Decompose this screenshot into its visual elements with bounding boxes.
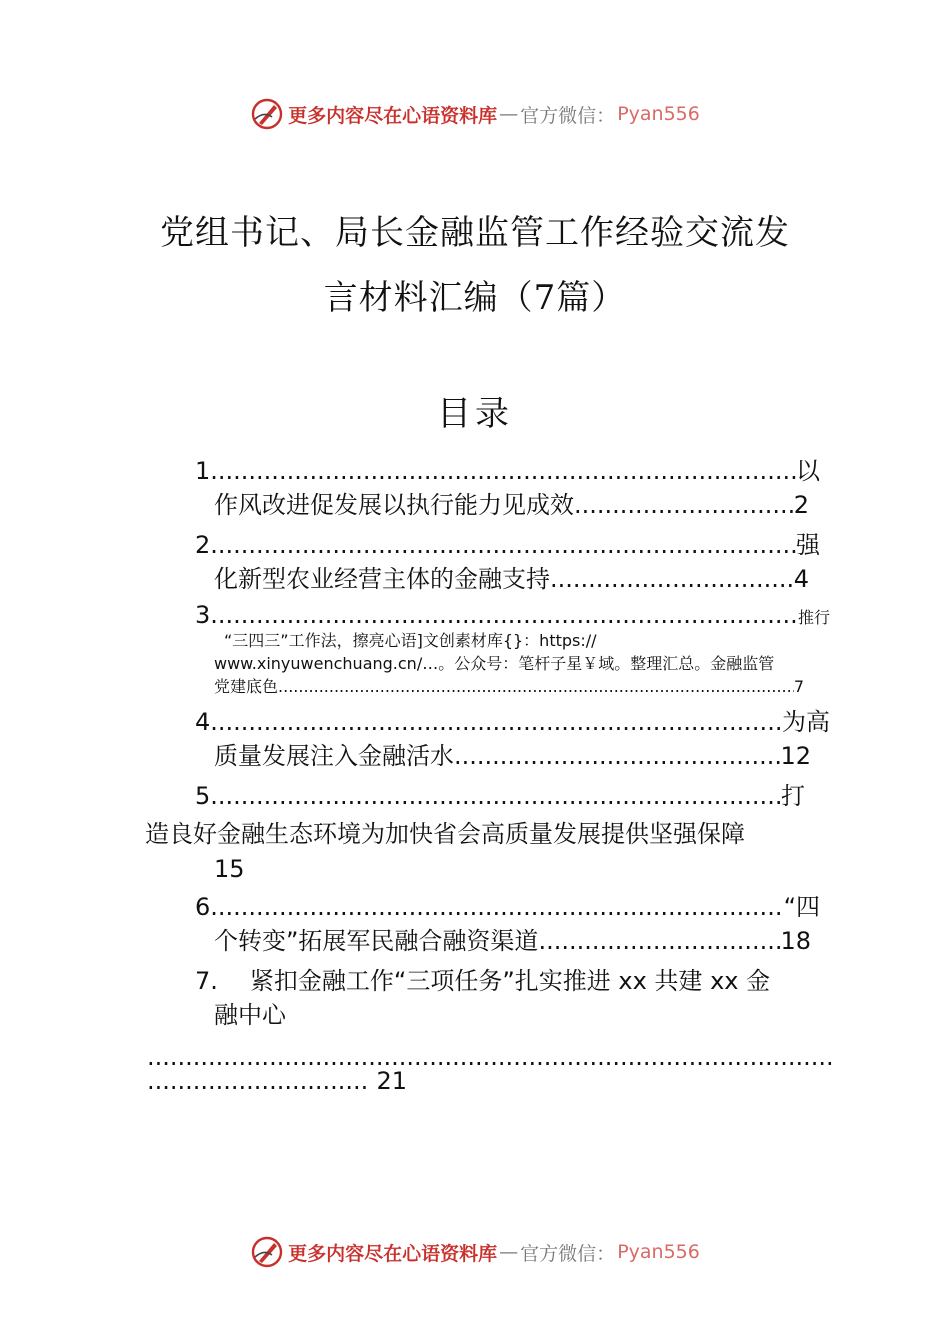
toc-entry-page: 18: [780, 927, 811, 955]
leader-dots: [454, 739, 780, 773]
toc-entry-number: 6.: [195, 893, 218, 921]
watermark-separator: —: [499, 103, 519, 125]
toc-entry-4-lead[interactable]: [195, 705, 830, 739]
toc-entry-6-lead[interactable]: [195, 890, 820, 924]
toc-entry-page: 12: [780, 742, 811, 770]
toc-entry-7-title[interactable]: 融中心: [214, 1001, 286, 1029]
toc-heading: 目录: [437, 394, 513, 434]
toc-entry-7-page-line: [147, 1064, 407, 1098]
toc-entry-5-page: 15: [214, 855, 245, 883]
leader-dots: [147, 1064, 370, 1098]
toc-entry-6-title[interactable]: [214, 924, 811, 958]
toc-entry-number: 3.: [195, 601, 218, 629]
toc-entry-7-lead[interactable]: [195, 964, 830, 998]
toc-entry-tail: “四: [783, 893, 820, 921]
toc-entry-text: 质量发展注入金融活水: [214, 742, 454, 770]
watermark-footer: [0, 1232, 950, 1272]
watermark-wechat-label: 官方微信：: [520, 104, 616, 127]
leader-dots: [218, 890, 784, 924]
toc-entry-text-line-1: 紧扣金融工作“三项任务”扎实推进 xx 共建 xx 金: [249, 967, 771, 995]
toc-entry-5-lead[interactable]: [195, 779, 805, 813]
watermark-wechat-id: Pyan556: [617, 1241, 700, 1263]
leader-dots: [538, 924, 780, 958]
document-title-line-1: 党组书记、局长金融监管工作经验交流发: [160, 213, 790, 253]
document-title-line-2: 言材料汇编（7篇）: [323, 278, 627, 318]
leader-dots: [574, 488, 794, 522]
leader-dots: [218, 779, 781, 813]
toc-entry-3-line-2: “三四三”工作法，擦亮心语]文创素材库{}：https://: [224, 631, 597, 650]
watermark-wechat-label: 官方微信：: [520, 1242, 616, 1265]
toc-entry-text: 化新型农业经营主体的金融支持: [214, 565, 550, 593]
watermark-header: [0, 94, 950, 134]
toc-entry-number: 2.: [195, 531, 218, 559]
toc-entry-1-title[interactable]: [214, 488, 809, 522]
toc-entry-tail: 为高: [782, 708, 830, 736]
toc-entry-2-title[interactable]: [214, 562, 809, 596]
toc-entry-number: 7.: [195, 967, 218, 995]
toc-entry-number: 1.: [195, 457, 218, 485]
toc-entry-3-line-3: www.xinyuwenchuang.cn/…。公众号：笔杆子星￥域。整理汇总。金融监管: [214, 654, 775, 673]
watermark-text: 更多内容尽在心语资料库: [288, 104, 498, 127]
leader-dots: [218, 528, 796, 562]
watermark-wechat-id: Pyan556: [617, 103, 700, 125]
toc-entry-1-lead[interactable]: [195, 454, 820, 488]
toc-entry-text: 党建底色: [214, 677, 279, 696]
leader-dots: [278, 675, 794, 698]
toc-entry-tail: 强: [796, 531, 820, 559]
toc-entry-text: 作风改进促发展以执行能力见成效: [214, 491, 574, 519]
toc-entry-tail: 以: [796, 457, 820, 485]
leader-dots: [550, 562, 794, 596]
toc-entry-page: 2: [793, 491, 809, 519]
toc-entry-number: 5.: [195, 782, 218, 810]
watermark-text: 更多内容尽在心语资料库: [288, 1242, 498, 1265]
leader-dots: [218, 454, 796, 488]
toc-entry-tail: 打: [781, 782, 805, 810]
toc-entry-page: 4: [793, 565, 809, 593]
quill-logo-icon: [250, 97, 284, 131]
leader-dots: [218, 598, 798, 632]
watermark-separator: —: [499, 1241, 519, 1263]
toc-entry-4-title[interactable]: [214, 739, 811, 773]
toc-entry-3-title[interactable]: [214, 675, 804, 698]
toc-entry-2-lead[interactable]: [195, 528, 820, 562]
quill-logo-icon: [250, 1235, 284, 1269]
toc-entry-text: 个转变”拓展军民融合融资渠道: [214, 927, 539, 955]
toc-entry-5-title[interactable]: 造良好金融生态环境为加快省会高质量发展提供坚强保障: [145, 820, 745, 848]
leader-dots: [218, 705, 782, 739]
toc-entry-page: 7: [793, 677, 804, 696]
toc-entry-tail: 推行: [797, 608, 830, 627]
toc-entry-3-lead[interactable]: [195, 598, 830, 632]
toc-entry-page: 21: [376, 1067, 407, 1095]
toc-entry-number: 4.: [195, 708, 218, 736]
